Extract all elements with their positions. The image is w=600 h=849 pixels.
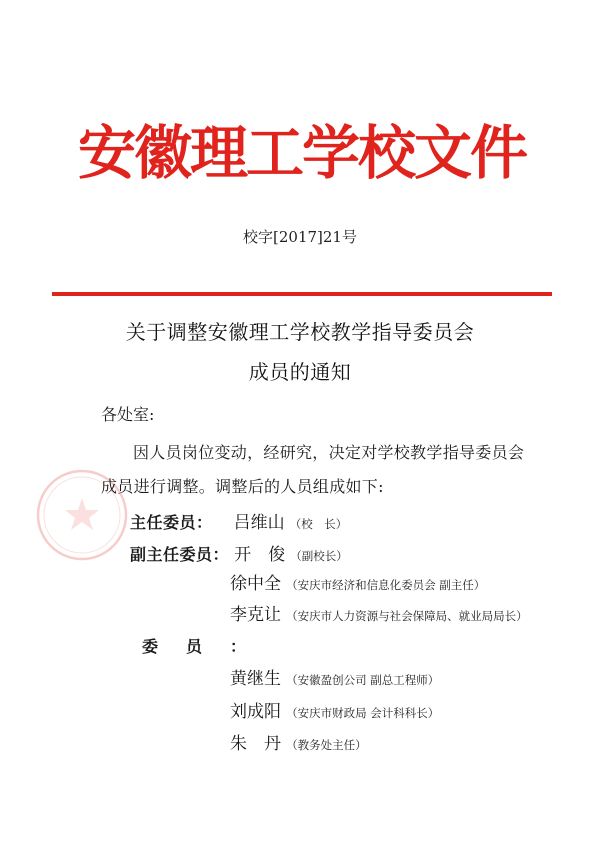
deputy-row-3 xyxy=(230,600,528,625)
director-role-label: 主任委员： xyxy=(130,513,213,532)
deputy-row-2 xyxy=(230,569,485,594)
deputy-1-title: （副校长） xyxy=(290,549,348,563)
member-role-label: 委员： xyxy=(142,637,275,656)
document-masthead: 安徽理工学校文件 xyxy=(77,119,526,187)
deputy-role-label: 副主任委员： xyxy=(130,545,230,564)
director-name: 吕维山 xyxy=(233,513,285,533)
deputy-row-1 xyxy=(130,540,348,565)
deputy-2-name: 徐中全 xyxy=(230,574,281,594)
member-3-title: （教务处主任） xyxy=(286,738,367,752)
director-title: （校 长） xyxy=(289,517,348,531)
deputy-3-name: 李克让 xyxy=(230,605,281,625)
deputy-1-name: 开 俊 xyxy=(234,545,286,565)
member-row-1 xyxy=(230,664,439,689)
member-3-name: 朱 丹 xyxy=(230,734,281,754)
member-2-name: 刘成阳 xyxy=(230,702,281,722)
document-title-line-1: 关于调整安徽理工学校教学指导委员会 xyxy=(125,320,475,344)
member-1-name: 黄继生 xyxy=(230,669,281,689)
document-number: 校字[2017]21号 xyxy=(243,228,357,246)
red-divider-line xyxy=(52,292,552,296)
salutation: 各处室: xyxy=(101,405,155,424)
deputy-2-title: （安庆市经济和信息化委员会 副主任） xyxy=(286,578,486,592)
document-title-line-2: 成员的通知 xyxy=(248,360,352,384)
member-role-row xyxy=(142,634,274,657)
member-1-title: （安徽盈创公司 副总工程师） xyxy=(286,673,440,687)
deputy-3-title: （安庆市人力资源与社会保障局、就业局局长） xyxy=(286,609,528,623)
body-paragraph-line-1: 因人员岗位变动，经研究，决定对学校教学指导委员会 xyxy=(133,443,525,462)
director-row xyxy=(130,508,347,533)
member-2-title: （安庆市财政局 会计科科长） xyxy=(286,706,440,720)
member-row-2 xyxy=(230,697,439,722)
member-row-3 xyxy=(230,729,367,754)
body-paragraph-line-2: 成员进行调整。调整后的人员组成如下: xyxy=(101,477,384,496)
